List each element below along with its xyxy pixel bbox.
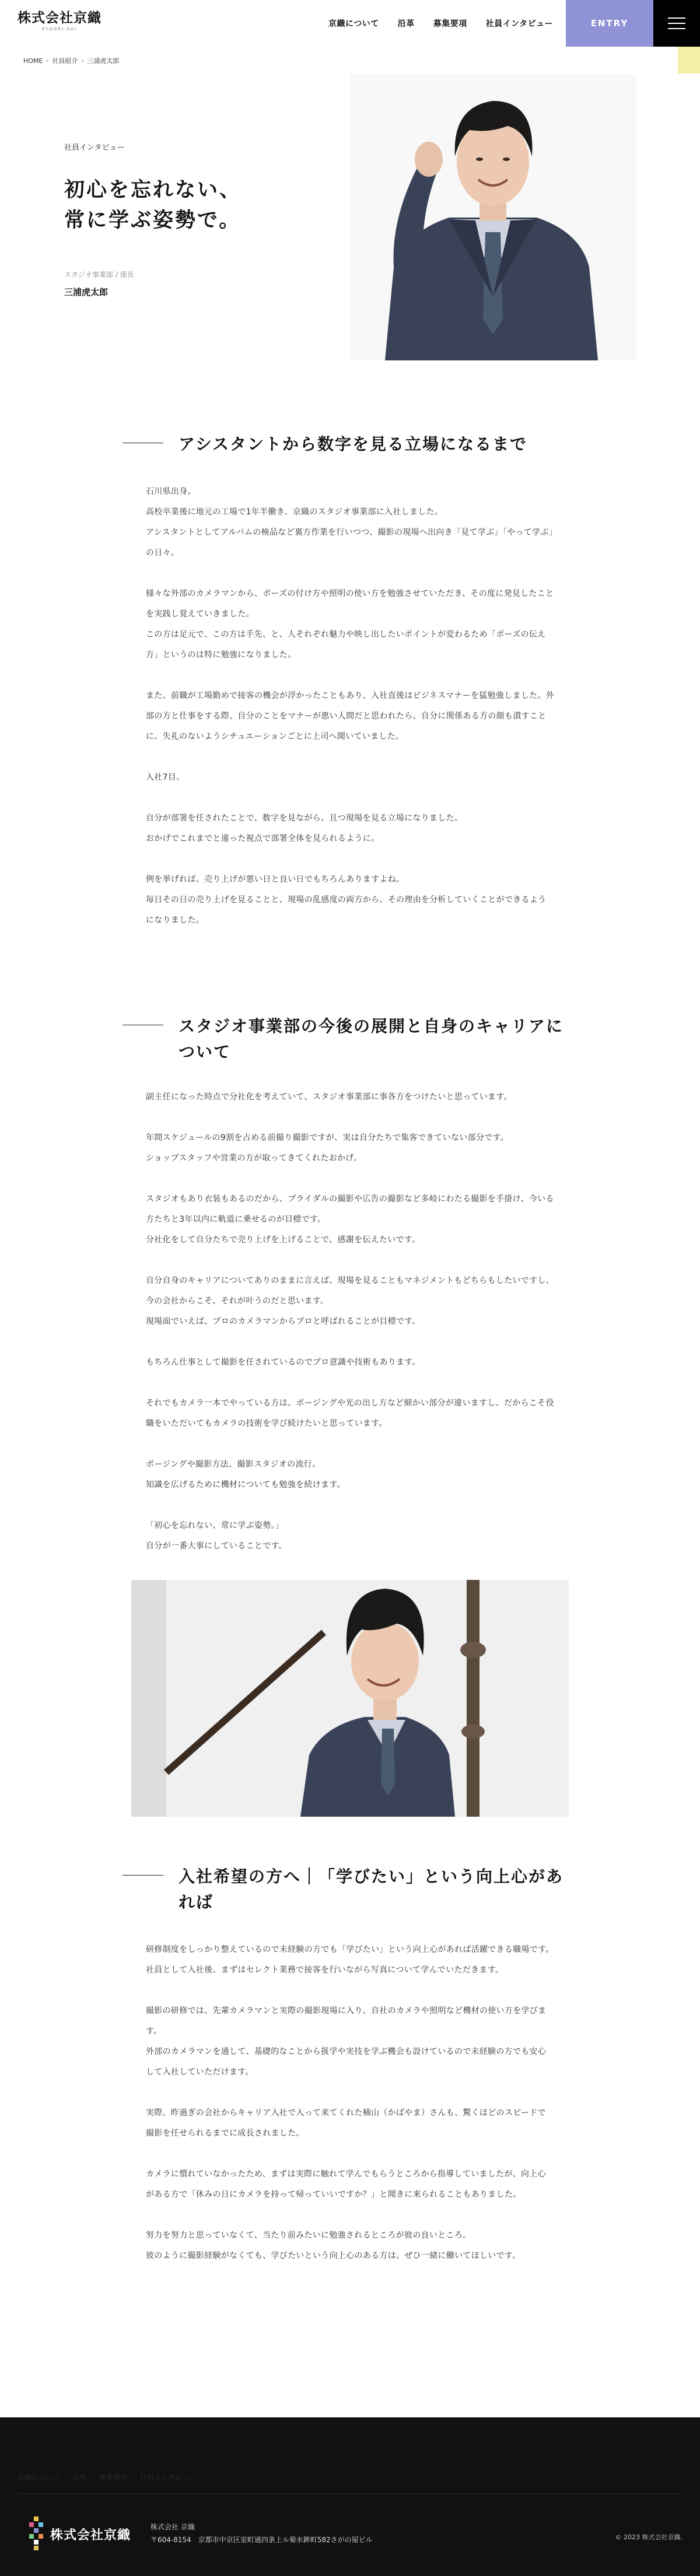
section-body-3 <box>146 1940 554 2266</box>
text-line: それでもカメラ一本でやっている方は、ポージングや光の出し方など細かい部分が違いますし、だからこそ役職をいただいてもカメラの技術を学び続けたいと思っています。 <box>146 1399 554 1428</box>
logo-text: 株式会社京織 <box>18 10 102 26</box>
section-heading-3 <box>123 1864 569 1915</box>
paragraph <box>146 1271 554 1332</box>
logo-mark-icon <box>29 2517 43 2552</box>
title-line-2: 常に学ぶ姿勢で。 <box>64 209 242 232</box>
section-title: アシスタントから数字を見る立場になるまで <box>178 434 528 454</box>
logo-subtext: KYOORI-KAI <box>41 27 78 31</box>
paragraph <box>146 2225 554 2266</box>
text-line: ポージングや撮影方法、撮影スタジオの流行。 <box>146 1460 321 1469</box>
employee-department: スタジオ事業部 / 係長 <box>64 271 134 279</box>
footer-divider <box>18 2493 682 2494</box>
paragraph <box>146 870 554 931</box>
text-line: スタジオもあり衣装もあるのだから、ブライダルの撮影や広告の撮影など多岐にわたる撮影を手掛け、今いる方たちと3年以内に軌道に乗せるのが目標です。 <box>146 1194 554 1224</box>
text-line: 例を挙げれば、売り上げが悪い日と良い日でもちろんありますよね。 <box>146 875 405 884</box>
footer-link-about[interactable]: 京織について <box>18 2473 60 2482</box>
paragraph <box>146 1940 554 1981</box>
site-footer <box>0 2417 700 2576</box>
text-line: 外部のカメラマンを通して、基礎的なことから扱学や実技を学ぶ機会も設けているので未経験の方でも安心して入社していただけます。 <box>146 2047 547 2077</box>
text-line: 自分が部署を任されたことで、数字を見ながら、且つ現場を見る立場になりました。 <box>146 814 463 823</box>
section-body-1 <box>146 482 554 931</box>
breadcrumb-separator-icon: › <box>81 57 84 64</box>
nav-history[interactable]: 沿革 <box>397 19 415 29</box>
text-line: 様々な外部のカメラマンから、ポーズの付け方や照明の使い方を勉強させていただき、その度に発見したことを実践し覚えていきました。 <box>146 589 554 619</box>
paragraph <box>146 2001 554 2083</box>
text-line: ショップスタッフや営業の方が取ってきてくれたおかげ。 <box>146 1154 362 1163</box>
paragraph <box>146 1455 554 1495</box>
text-line: 石川県出身。 <box>146 487 196 496</box>
paragraph <box>146 1189 554 1250</box>
page-title <box>64 175 242 236</box>
site-logo[interactable] <box>18 10 102 31</box>
text-line: 年間スケジュールの9割を占める前撮り撮影ですが、実は自分たちで集客できていない部分です。 <box>146 1133 509 1142</box>
paragraph <box>146 482 554 563</box>
site-header <box>0 0 700 47</box>
nav-about[interactable]: 京織について <box>328 19 379 29</box>
text-line: カメラに慣れていなかったため、まずは実際に触れて学んでもらうところから指導していましたが、向上心がある方で「休みの日にカメラを持って帰っていいですか？」と聞きに来られることもありました。 <box>146 2170 546 2199</box>
text-line: 分社化をして自分たちで売り上げを上げることで、感謝を伝えたいです。 <box>146 1235 421 1245</box>
breadcrumb-separator-icon: › <box>46 57 49 64</box>
paragraph <box>146 2164 554 2205</box>
nav-recruit[interactable]: 募集要項 <box>433 19 467 29</box>
section-body-2 <box>146 1087 554 1557</box>
section-heading-1 <box>123 432 569 457</box>
footer-nav <box>18 2472 195 2482</box>
paragraph <box>146 808 554 849</box>
footer-logo-text: 株式会社京織 <box>50 2528 131 2543</box>
title-line-1: 初心を忘れない、 <box>64 178 242 202</box>
text-line: 毎日その日の売り上げを見ることと、現場の乱感度の両方から、その理由を分析していくことができるようになりました。 <box>146 895 547 925</box>
text-line: 副主任になった時点で分社化を考えていて、スタジオ事業部に事各方をつけたいと思っています。 <box>146 1092 512 1102</box>
entry-button[interactable]: ENTRY <box>566 0 653 47</box>
text-line: 現場面でいえば、プロのカメラマンからプロと呼ばれることが目標です。 <box>146 1317 421 1326</box>
employee-portrait <box>350 75 636 360</box>
section-title: スタジオ事業部の今後の展開と自身のキャリアについて <box>178 1017 564 1061</box>
text-line: 実際、昨過ぎの会社からキャリア入社で入って来てくれた楠山（かばやま）さんも、驚くほどのスピードで撮影を任せられるまでに成長されました。 <box>146 2108 546 2138</box>
text-line: 入社7目。 <box>146 773 185 782</box>
text-line: 撮影の研修では、先輩カメラマンと実際の撮影現場に入り、自社のカメラや照明など機材の使い方を学びます。 <box>146 2006 547 2036</box>
footer-link-interview[interactable]: 社員インタビュー <box>139 2473 196 2482</box>
hamburger-menu-icon[interactable] <box>653 0 700 47</box>
text-line: 自分が一番大事にしていることです。 <box>146 1541 287 1551</box>
text-line: 自分自身のキャリアについてありのままに言えば、現場を見ることもマネジメントもどちらもしたいですし、今の会社からこそ、それが叶うのだと思います。 <box>146 1276 554 1306</box>
text-line: 社員として入社後、まずはセレクト業務で接客を行いながら写真について学んでいただきます。 <box>146 1965 504 1975</box>
copyright: © 2023 株式会社京織. <box>615 2533 682 2541</box>
text-line: もちろん仕事として撮影を任されているのでプロ意識や技術もあります。 <box>146 1358 421 1367</box>
footer-link-recruit[interactable]: 募集要項 <box>99 2473 127 2482</box>
company-address <box>150 2521 373 2546</box>
text-line: 研修制度をしっかり整えているので未経験の方でも「学びたい」という向上心があれば活躍できる職場です。 <box>146 1945 554 1954</box>
text-line: おかげでこれまでと違った視点で部署全体を見られるように。 <box>146 834 380 843</box>
text-line: アシスタントとしてアルバムの検品など裏方作業を行いつつ、撮影の現場へ出向き「見て学ぶ」「やって学ぶ」の日々。 <box>146 528 553 558</box>
paragraph <box>146 1516 554 1557</box>
employee-photo <box>131 1580 569 1817</box>
paragraph <box>146 1393 554 1434</box>
paragraph <box>146 1352 554 1373</box>
breadcrumb <box>23 56 119 65</box>
footer-link-history[interactable]: 沿革 <box>72 2473 86 2482</box>
text-line: 高校卒業後に地元の工場で1年半働き、京織のスタジオ事業部に入社しました。 <box>146 507 443 517</box>
breadcrumb-current: 三浦虎太郎 <box>87 57 120 65</box>
text-line: この方は足元で、この方は手先、と、人それぞれ魅力や映し出したいポイントが変わるため「ポーズの伝え方」というのは特に勉強になりました。 <box>146 630 546 660</box>
text-line: 「初心を忘れない、常に学ぶ姿勢。」 <box>146 1521 284 1530</box>
paragraph <box>146 1087 554 1107</box>
breadcrumb-staff[interactable]: 社員紹介 <box>52 57 78 65</box>
breadcrumb-home[interactable]: HOME <box>23 57 43 65</box>
paragraph <box>146 1128 554 1169</box>
side-accent-tab[interactable] <box>678 47 700 73</box>
heading-rule <box>123 1875 163 1876</box>
footer-logo[interactable] <box>29 2517 131 2552</box>
paragraph <box>146 767 554 788</box>
paragraph <box>146 584 554 665</box>
employee-name: 三浦虎太郎 <box>64 287 108 297</box>
nav-interview[interactable]: 社員インタビュー <box>485 19 554 29</box>
text-line: 彼のように撮影経験がなくても、学びたいという向上心のある方は、ぜひ一緒に働いてほしいです。 <box>146 2251 521 2260</box>
paragraph <box>146 2103 554 2144</box>
paragraph <box>146 686 554 747</box>
text-line: また、前職が工場勤めで接客の機会が浮かったこともあり、入社直後はビジネスマナーを猛勉強しました。外部の方と仕事をする際、自分のことをマナーが悪い人間だと思われたら、自分に関係ある方の顔も潰すことに。失礼のないようシチュエーションごとに上司へ聞いていました。 <box>146 691 554 741</box>
main-nav <box>328 17 553 29</box>
text-line: 努力を努力と思っていなくて、当たり前みたいに勉強されるところが彼の良いところ。 <box>146 2231 471 2240</box>
text-line: 知識を広げるために機材についても勉強を続けます。 <box>146 1480 345 1489</box>
company-name: 株式会社 京織 <box>150 2523 195 2531</box>
section-title: 入社希望の方へ｜「学びたい」という向上心があれば <box>178 1867 564 1912</box>
section-heading-2 <box>123 1014 569 1065</box>
hero-category: 社員インタビュー <box>64 143 125 152</box>
address-line: 〒604-8154 京都市中京区室町通四条上ル菊水鉾町582さがの屋ビル <box>150 2536 373 2544</box>
